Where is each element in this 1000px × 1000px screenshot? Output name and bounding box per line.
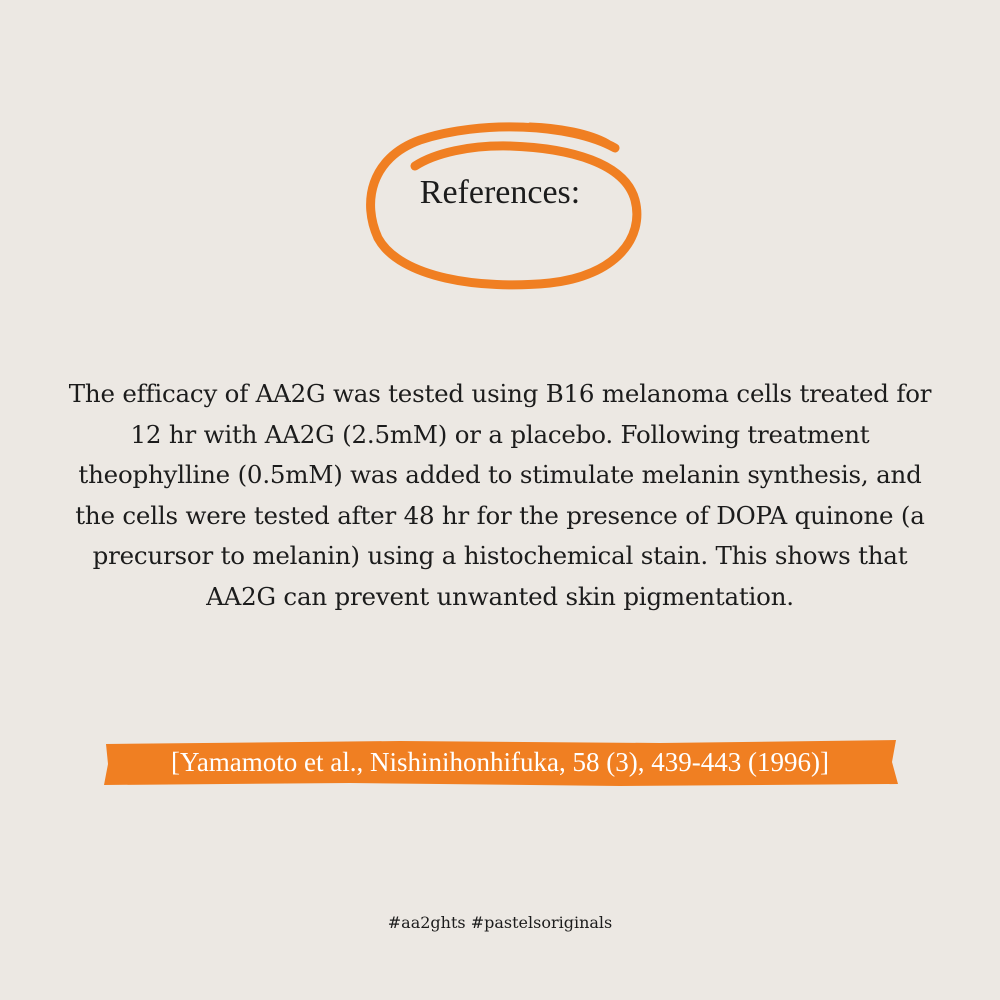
citation-text: [Yamamoto et al., Nishinihonhifuka, 58 (3), 439-443 (1996)] — [171, 747, 829, 777]
hashtags: #aa2ghts #pastelsoriginals — [387, 913, 613, 932]
page-title: References: — [419, 174, 581, 211]
reference-description: The efficacy of AA2G was tested using B16 melanoma cells treated for 12 hr with AA2G (2.5mM) or a placebo. Following treatment theophylline (0.5mM) was added to stimulate melanin synthesis, and the cells were tested after 48 hr for the presence of DOPA quinone (a precursor to melanin) using a histochemical stain. This shows that AA2G can prevent unwanted skin pigmentation. — [68, 379, 932, 611]
citation-highlight — [100, 738, 900, 788]
